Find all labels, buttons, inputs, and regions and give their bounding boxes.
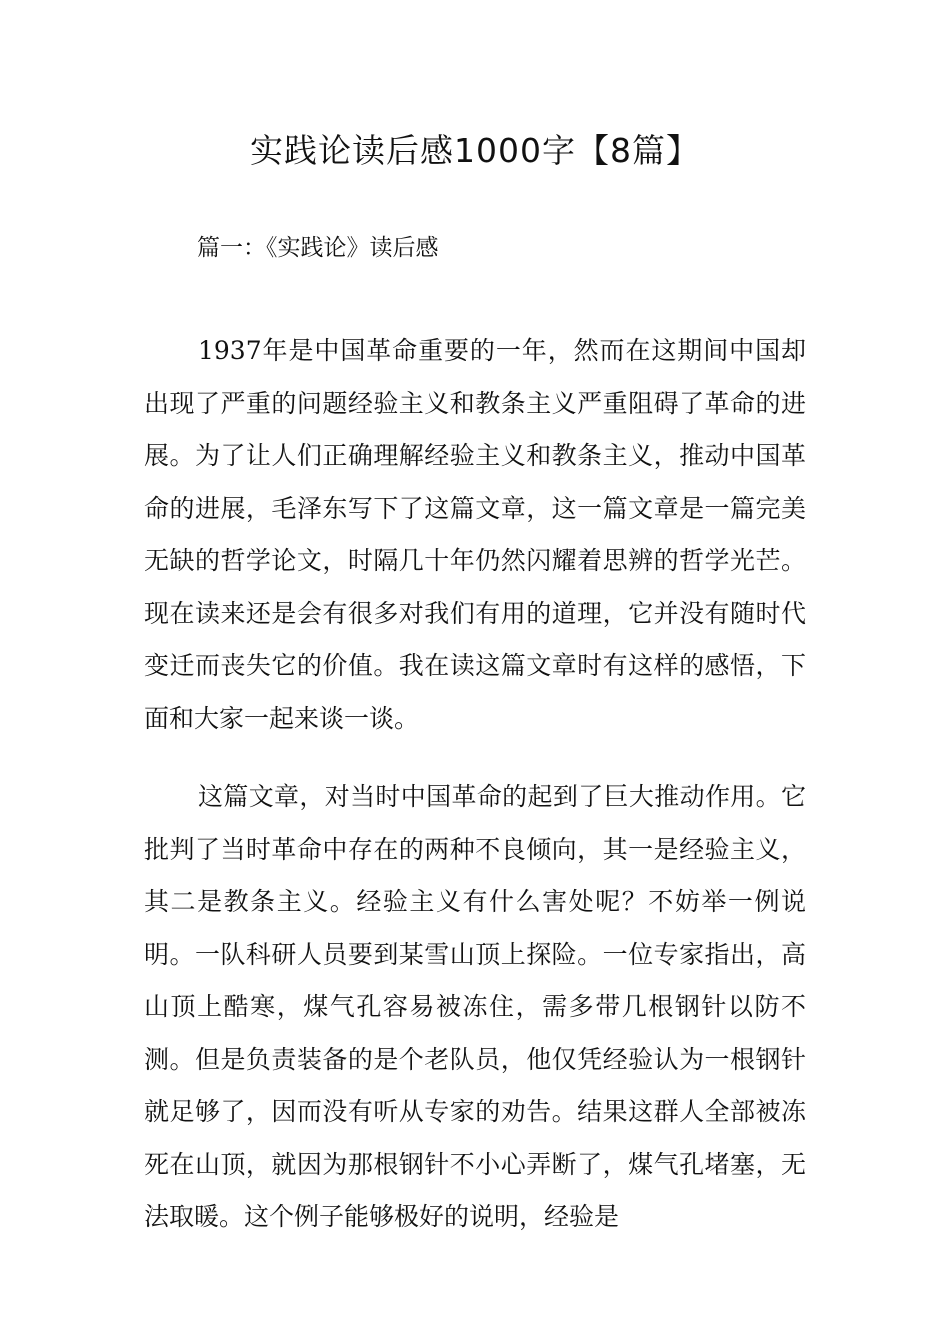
document-title: 实践论读后感1000字【8篇】 bbox=[250, 131, 700, 170]
body-paragraph-1: 1937年是中国革命重要的一年，然而在这期间中国却出现了严重的问题经验主义和教条主义严重阻碍了革命的进展。为了让人们正确理解经验主义和教条主义，推动中国革命的进展，毛泽东写下了这篇文章，这一篇文章是一篇完美无缺的哲学论文，时隔几十年仍然闪耀着思辨的哲学光芒。现在读来还是会有很多对我们有用的道理，它并没有随时代变迁而丧失它的价值。我在读这篇文章时有这样的感悟，下面和大家一起来谈一谈。 bbox=[144, 336, 806, 733]
section-heading: 篇一：《实践论》读后感 bbox=[197, 235, 439, 261]
body-paragraph-2: 这篇文章，对当时中国革命的起到了巨大推动作用。它批判了当时革命中存在的两种不良倾向，其一是经验主义，其二是教条主义。经验主义有什么害处呢？不妨举一例说明。一队科研人员要到某雪山顶上探险。一位专家指出，高山顶上酷寒，煤气孔容易被冻住，需多带几根钢针以防不测。但是负责装备的是个老队员，他仅凭经验认为一根钢针就足够了，因而没有听从专家的劝告。结果这群人全部被冻死在山顶，就因为那根钢针不小心弄断了，煤气孔堵塞，无法取暖。这个例子能够极好的说明，经验是 bbox=[144, 782, 806, 1231]
